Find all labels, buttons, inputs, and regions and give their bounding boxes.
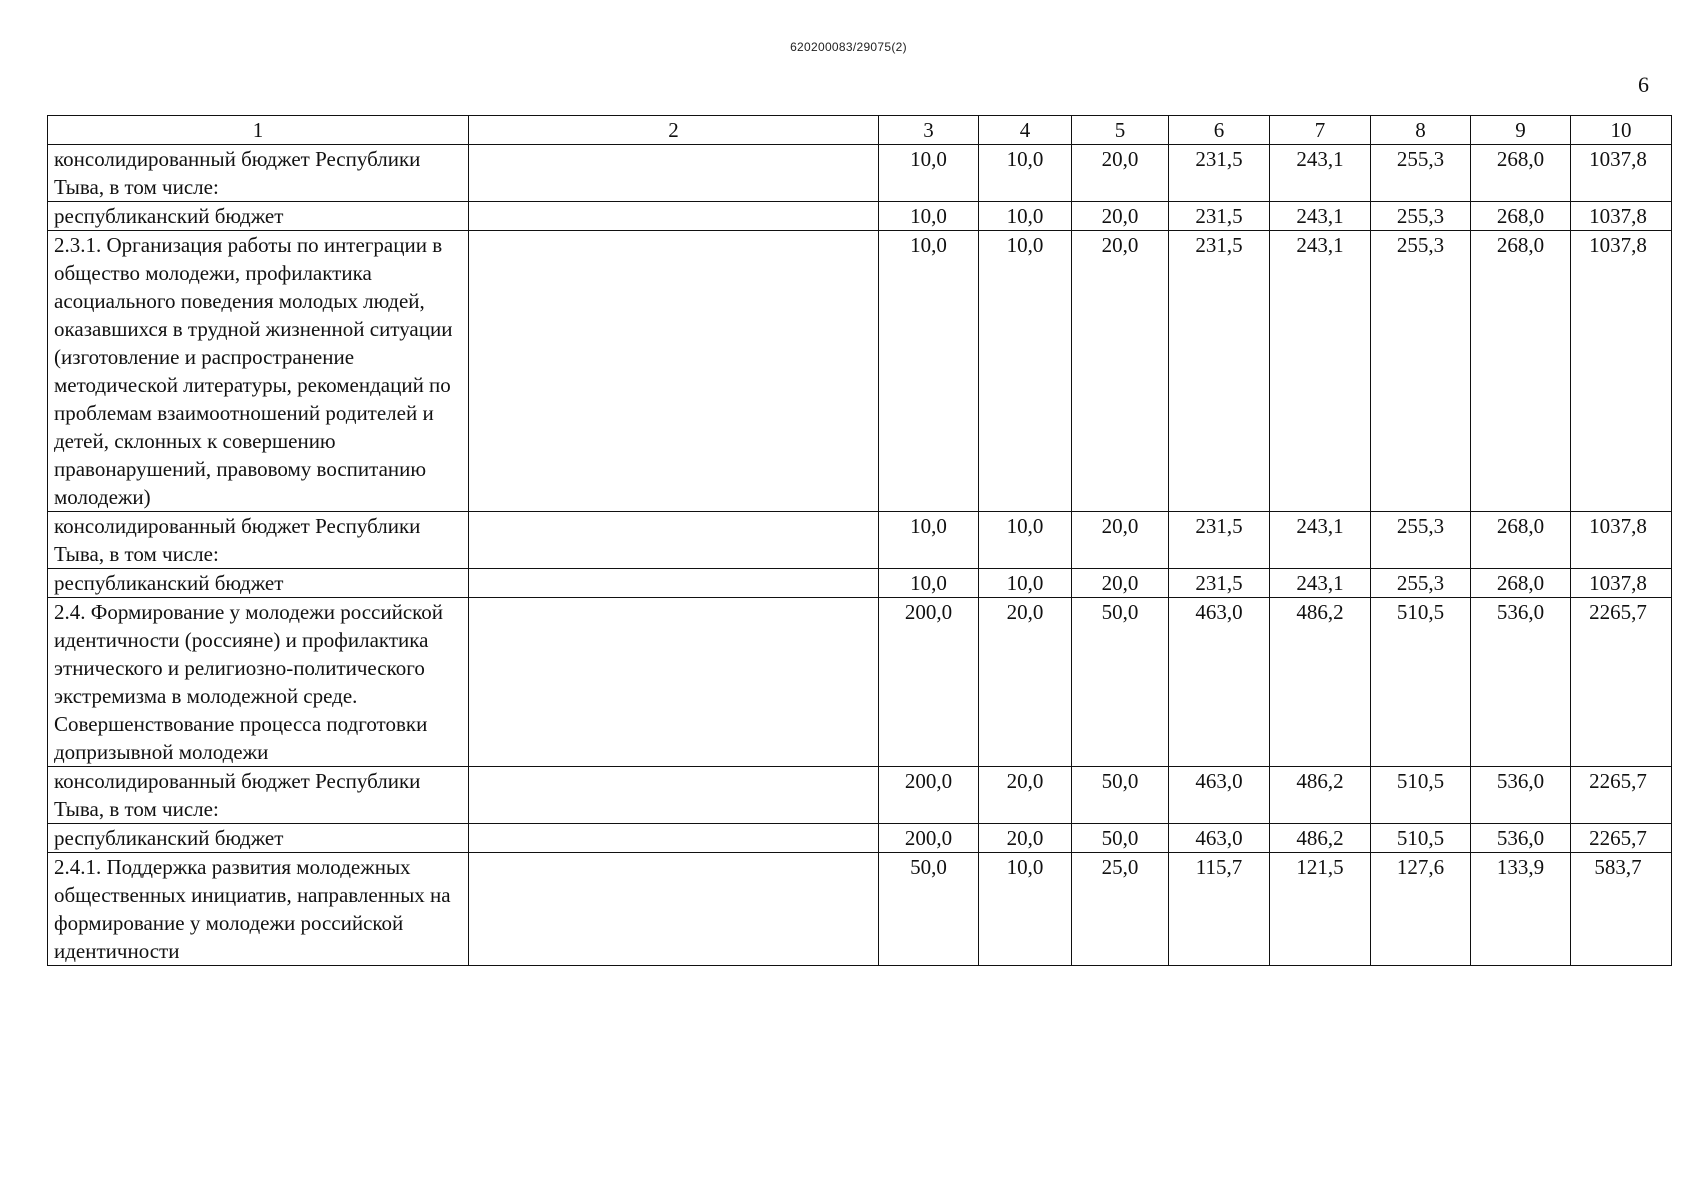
row-name-cell: 2.3.1. Организация работы по интеграции в общество молодежи, профилактика асоциального поведения молодых людей, оказавшихся в трудной жизненной ситуации (изготовление и распространение методической литературы, рекомендаций по проблемам взаимоотношений родителей и детей, склонных к совершению правонарушений, правовому воспитанию молодежи): [48, 231, 469, 512]
row-col2-cell: [469, 512, 879, 569]
value-cell: 583,7: [1571, 853, 1672, 966]
value-cell: 50,0: [1072, 824, 1169, 853]
row-col2-cell: [469, 767, 879, 824]
value-cell: 536,0: [1471, 598, 1571, 767]
value-cell: 10,0: [979, 202, 1072, 231]
row-col2-cell: [469, 569, 879, 598]
value-cell: 20,0: [979, 598, 1072, 767]
value-cell: 243,1: [1270, 569, 1371, 598]
row-name-cell: консолидированный бюджет Республики Тыва, в том числе:: [48, 767, 469, 824]
header-cell: 2: [469, 116, 879, 145]
value-cell: 536,0: [1471, 824, 1571, 853]
value-cell: 268,0: [1471, 202, 1571, 231]
header-cell: 7: [1270, 116, 1371, 145]
table-row: [48, 145, 1672, 202]
value-cell: 231,5: [1169, 569, 1270, 598]
value-cell: 1037,8: [1571, 145, 1672, 202]
value-cell: 510,5: [1371, 824, 1471, 853]
value-cell: 231,5: [1169, 202, 1270, 231]
value-cell: 2265,7: [1571, 767, 1672, 824]
row-name-cell: республиканский бюджет: [48, 824, 469, 853]
table-row: [48, 598, 1672, 767]
value-cell: 10,0: [979, 231, 1072, 512]
header-cell: 9: [1471, 116, 1571, 145]
value-cell: 255,3: [1371, 202, 1471, 231]
row-col2-cell: [469, 853, 879, 966]
document-code: 620200083/29075(2): [790, 40, 907, 54]
value-cell: 10,0: [879, 569, 979, 598]
value-cell: 127,6: [1371, 853, 1471, 966]
table-row: [48, 202, 1672, 231]
value-cell: 255,3: [1371, 145, 1471, 202]
value-cell: 10,0: [979, 569, 1072, 598]
header-cell: 1: [48, 116, 469, 145]
row-col2-cell: [469, 824, 879, 853]
value-cell: 243,1: [1270, 512, 1371, 569]
value-cell: 1037,8: [1571, 569, 1672, 598]
value-cell: 486,2: [1270, 767, 1371, 824]
value-cell: 20,0: [1072, 569, 1169, 598]
row-col2-cell: [469, 598, 879, 767]
header-cell: 4: [979, 116, 1072, 145]
value-cell: 200,0: [879, 598, 979, 767]
value-cell: 231,5: [1169, 231, 1270, 512]
value-cell: 243,1: [1270, 231, 1371, 512]
header-cell: 8: [1371, 116, 1471, 145]
row-col2-cell: [469, 202, 879, 231]
value-cell: 20,0: [1072, 512, 1169, 569]
row-name-cell: консолидированный бюджет Республики Тыва, в том числе:: [48, 145, 469, 202]
value-cell: 25,0: [1072, 853, 1169, 966]
header-cell: 6: [1169, 116, 1270, 145]
value-cell: 255,3: [1371, 569, 1471, 598]
row-name-cell: 2.4. Формирование у молодежи российской идентичности (россияне) и профилактика этнического и религиозно-политического экстремизма в молодежной среде. Совершенствование процесса подготовки допризывной молодежи: [48, 598, 469, 767]
value-cell: 10,0: [979, 145, 1072, 202]
value-cell: 10,0: [879, 202, 979, 231]
row-name-cell: республиканский бюджет: [48, 202, 469, 231]
table-row: [48, 767, 1672, 824]
value-cell: 510,5: [1371, 598, 1471, 767]
table-header-row: [48, 116, 1672, 145]
budget-table: [47, 115, 1672, 966]
table-row: [48, 512, 1672, 569]
value-cell: 1037,8: [1571, 231, 1672, 512]
value-cell: 463,0: [1169, 767, 1270, 824]
row-name-cell: консолидированный бюджет Республики Тыва, в том числе:: [48, 512, 469, 569]
value-cell: 1037,8: [1571, 512, 1672, 569]
value-cell: 463,0: [1169, 598, 1270, 767]
table-row: [48, 824, 1672, 853]
value-cell: 10,0: [879, 512, 979, 569]
row-name-cell: 2.4.1. Поддержка развития молодежных общественных инициатив, направленных на формирование у молодежи российской идентичности: [48, 853, 469, 966]
value-cell: 50,0: [1072, 767, 1169, 824]
header-cell: 5: [1072, 116, 1169, 145]
value-cell: 231,5: [1169, 145, 1270, 202]
value-cell: 50,0: [879, 853, 979, 966]
value-cell: 486,2: [1270, 598, 1371, 767]
value-cell: 50,0: [1072, 598, 1169, 767]
table-body: [48, 145, 1672, 966]
value-cell: 231,5: [1169, 512, 1270, 569]
value-cell: 243,1: [1270, 145, 1371, 202]
value-cell: 115,7: [1169, 853, 1270, 966]
value-cell: 200,0: [879, 767, 979, 824]
value-cell: 10,0: [879, 145, 979, 202]
value-cell: 10,0: [979, 853, 1072, 966]
value-cell: 20,0: [979, 824, 1072, 853]
row-name-cell: республиканский бюджет: [48, 569, 469, 598]
value-cell: 268,0: [1471, 145, 1571, 202]
value-cell: 255,3: [1371, 231, 1471, 512]
value-cell: 268,0: [1471, 512, 1571, 569]
value-cell: 2265,7: [1571, 824, 1672, 853]
header-cell: 3: [879, 116, 979, 145]
header-cell: 10: [1571, 116, 1672, 145]
row-col2-cell: [469, 231, 879, 512]
value-cell: 510,5: [1371, 767, 1471, 824]
table-row: [48, 231, 1672, 512]
value-cell: 268,0: [1471, 231, 1571, 512]
page-number: 6: [1638, 72, 1649, 97]
value-cell: 268,0: [1471, 569, 1571, 598]
value-cell: 10,0: [879, 231, 979, 512]
table-row: [48, 853, 1672, 966]
value-cell: 10,0: [979, 512, 1072, 569]
table-row: [48, 569, 1672, 598]
value-cell: 463,0: [1169, 824, 1270, 853]
value-cell: 2265,7: [1571, 598, 1672, 767]
row-col2-cell: [469, 145, 879, 202]
value-cell: 20,0: [979, 767, 1072, 824]
value-cell: 1037,8: [1571, 202, 1672, 231]
value-cell: 486,2: [1270, 824, 1371, 853]
value-cell: 20,0: [1072, 231, 1169, 512]
value-cell: 200,0: [879, 824, 979, 853]
value-cell: 536,0: [1471, 767, 1571, 824]
value-cell: 121,5: [1270, 853, 1371, 966]
value-cell: 20,0: [1072, 202, 1169, 231]
value-cell: 255,3: [1371, 512, 1471, 569]
value-cell: 20,0: [1072, 145, 1169, 202]
value-cell: 243,1: [1270, 202, 1371, 231]
value-cell: 133,9: [1471, 853, 1571, 966]
